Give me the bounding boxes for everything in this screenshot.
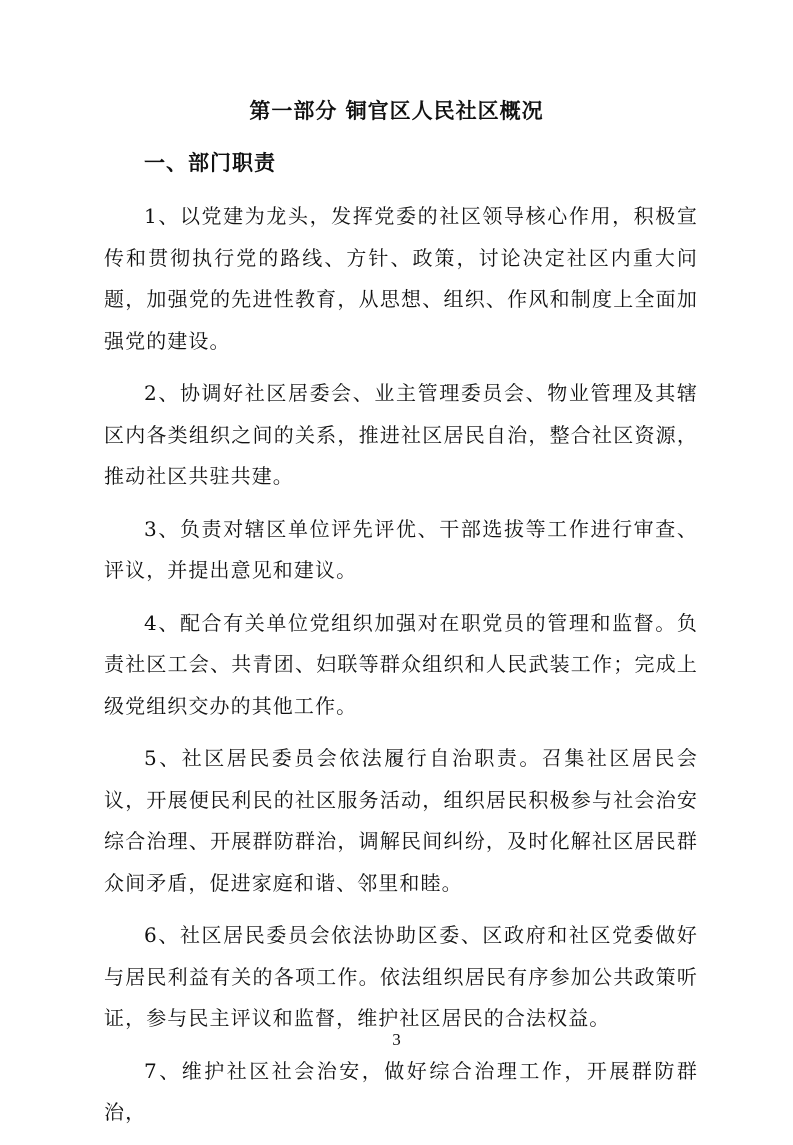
section-heading: 一、部门职责	[144, 151, 276, 175]
paragraph-3: 3、负责对辖区单位评先评优、干部选拔等工作进行审查、评议，并提出意见和建议。	[104, 516, 698, 582]
paragraph-2: 2、协调好社区居委会、业主管理委员会、物业管理及其辖区内各类组织之间的关系，推进社区居民自治，整合社区资源，推动社区共驻共建。	[104, 381, 698, 488]
paragraph-4: 4、配合有关单位党组织加强对在职党员的管理和监督。负责社区工会、共青团、妇联等群众组织和人民武装工作；完成上级党组织交办的其他工作。	[104, 610, 698, 718]
body-text	[104, 196, 698, 1145]
paragraph-1: 1、以党建为龙头，发挥党委的社区领导核心作用，积极宣传和贯彻执行党的路线、方针、政策，讨论决定社区内重大问题，加强党的先进性教育，从思想、组织、作风和制度上全面加强党的建设。	[104, 204, 698, 353]
page-number: 3	[392, 1030, 401, 1049]
paragraph-7: 7、维护社区社会治安，做好综合治理工作，开展群防群治，	[104, 1058, 698, 1124]
paragraph-6: 6、社区居民委员会依法协助区委、区政府和社区党委做好与居民利益有关的各项工作。依法组织居民有序参加公共政策听证，参与民主评议和监督，维护社区居民的合法权益。	[104, 923, 698, 1030]
page-title: 第一部分 铜官区人民社区概况	[249, 99, 544, 123]
paragraph-5: 5、社区居民委员会依法履行自治职责。召集社区居民会议，开展便民利民的社区服务活动，组织居民积极参与社会治安综合治理、开展群防群治，调解民间纠纷，及时化解社区居民群众间矛盾，促进家庭和谐、邻里和睦。	[104, 746, 698, 895]
